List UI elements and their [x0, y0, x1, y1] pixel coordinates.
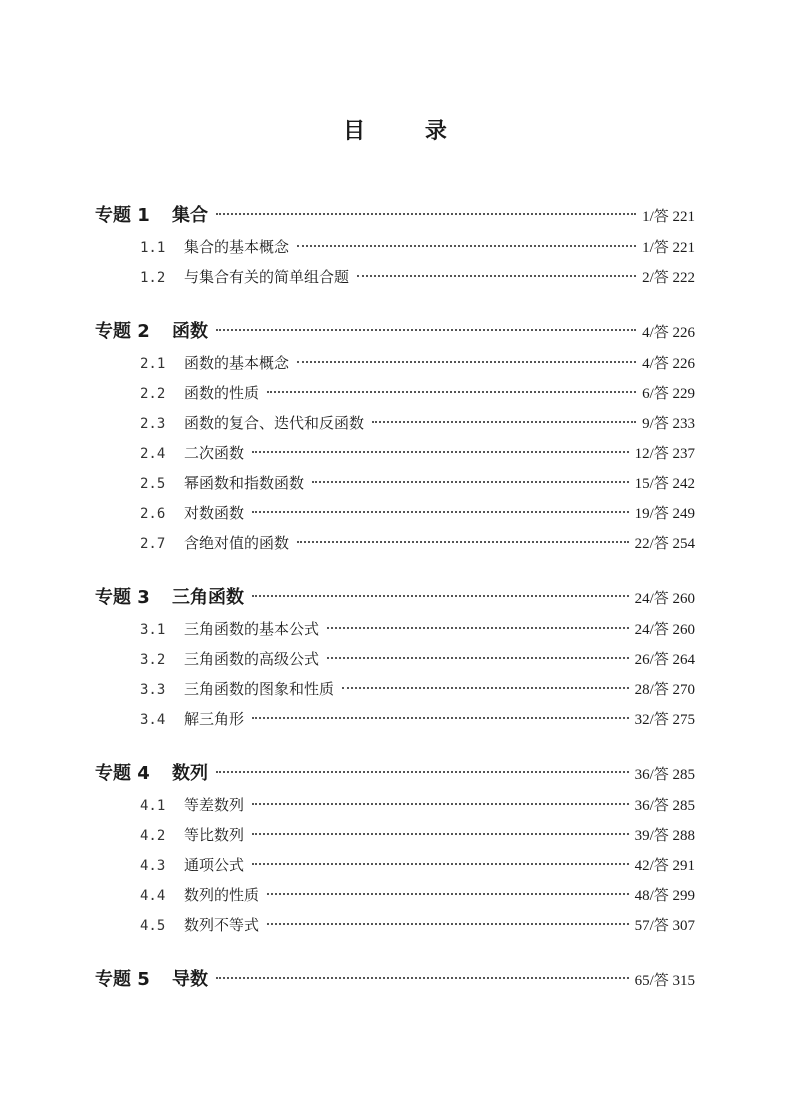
section-title: 含绝对值的函数	[184, 534, 290, 552]
page-reference: 4/答 226	[642, 356, 695, 372]
section-title: 函数的复合、迭代和反函数	[184, 414, 365, 432]
page-reference: 15/答 242	[634, 476, 695, 492]
section-title: 数列的性质	[184, 886, 260, 904]
chapter-title: 数列	[172, 763, 208, 784]
section-entry[interactable]	[95, 378, 695, 408]
dot-leader	[252, 451, 629, 453]
section-entry[interactable]	[95, 850, 695, 880]
section-entry[interactable]	[95, 704, 695, 734]
section-title: 函数的基本概念	[184, 354, 290, 372]
section-entry[interactable]	[95, 498, 695, 528]
section-title: 三角函数的高级公式	[184, 650, 320, 668]
dot-leader	[252, 833, 629, 835]
section-number: 4.2	[140, 828, 166, 844]
table-of-contents	[95, 200, 695, 996]
section-entry[interactable]	[95, 820, 695, 850]
chapter-block	[95, 316, 695, 558]
chapter-title: 函数	[172, 321, 208, 342]
dot-leader	[252, 511, 629, 513]
section-title: 等比数列	[184, 826, 245, 844]
section-entry[interactable]	[95, 468, 695, 498]
section-title: 通项公式	[184, 856, 245, 874]
section-title: 与集合有关的简单组合题	[184, 268, 350, 286]
section-number: 2.3	[140, 416, 166, 432]
chapter-entry[interactable]	[95, 316, 695, 348]
page-reference: 1/答 221	[642, 240, 695, 256]
page-reference: 65/答 315	[634, 973, 695, 989]
section-entry[interactable]	[95, 880, 695, 910]
section-number: 2.4	[140, 446, 166, 462]
chapter-entry[interactable]	[95, 582, 695, 614]
dot-leader	[267, 893, 629, 895]
page-reference: 32/答 275	[634, 712, 695, 728]
dot-leader	[297, 361, 636, 363]
section-number: 3.3	[140, 682, 166, 698]
dot-leader	[342, 687, 629, 689]
section-title: 数列不等式	[184, 916, 260, 934]
section-number: 2.7	[140, 536, 166, 552]
chapter-number: 专题 3	[95, 587, 150, 608]
chapter-number: 专题 4	[95, 763, 150, 784]
page-reference: 24/答 260	[634, 591, 695, 607]
section-number: 4.4	[140, 888, 166, 904]
section-title: 三角函数的基本公式	[184, 620, 320, 638]
page-reference: 19/答 249	[634, 506, 695, 522]
chapter-title: 集合	[172, 205, 208, 226]
page-reference: 24/答 260	[634, 622, 695, 638]
section-entry[interactable]	[95, 408, 695, 438]
page-reference: 48/答 299	[634, 888, 695, 904]
section-number: 1.2	[140, 270, 166, 286]
section-entry[interactable]	[95, 644, 695, 674]
dot-leader	[297, 541, 629, 543]
section-title: 对数函数	[184, 504, 245, 522]
page-reference: 39/答 288	[634, 828, 695, 844]
chapter-block	[95, 582, 695, 734]
section-entry[interactable]	[95, 674, 695, 704]
dot-leader	[216, 213, 636, 215]
dot-leader	[252, 803, 629, 805]
page-reference: 42/答 291	[634, 858, 695, 874]
page-reference: 1/答 221	[642, 209, 695, 225]
dot-leader	[372, 421, 636, 423]
page-reference: 4/答 226	[642, 325, 695, 341]
section-entry[interactable]	[95, 910, 695, 940]
chapter-title: 三角函数	[172, 587, 244, 608]
dot-leader	[252, 863, 629, 865]
section-entry[interactable]	[95, 614, 695, 644]
page-reference: 6/答 229	[642, 386, 695, 402]
chapter-entry[interactable]	[95, 964, 695, 996]
section-entry[interactable]	[95, 262, 695, 292]
section-number: 3.1	[140, 622, 166, 638]
chapter-title: 导数	[172, 969, 208, 990]
section-number: 3.4	[140, 712, 166, 728]
section-number: 2.1	[140, 356, 166, 372]
section-number: 2.2	[140, 386, 166, 402]
dot-leader	[252, 595, 629, 597]
section-title: 二次函数	[184, 444, 245, 462]
page-title: 目 录	[343, 119, 473, 144]
page-reference: 26/答 264	[634, 652, 695, 668]
dot-leader	[327, 627, 629, 629]
chapter-number: 专题 1	[95, 205, 150, 226]
page-reference: 57/答 307	[634, 918, 695, 934]
page-reference: 12/答 237	[634, 446, 695, 462]
dot-leader	[297, 245, 636, 247]
section-title: 三角函数的图象和性质	[184, 680, 335, 698]
section-title: 解三角形	[184, 710, 245, 728]
section-title: 函数的性质	[184, 384, 260, 402]
section-number: 4.3	[140, 858, 166, 874]
section-number: 3.2	[140, 652, 166, 668]
chapter-block	[95, 964, 695, 996]
page-reference: 36/答 285	[634, 798, 695, 814]
chapter-block	[95, 200, 695, 292]
chapter-entry[interactable]	[95, 200, 695, 232]
dot-leader	[216, 329, 636, 331]
dot-leader	[252, 717, 629, 719]
chapter-entry[interactable]	[95, 758, 695, 790]
section-entry[interactable]	[95, 790, 695, 820]
section-number: 1.1	[140, 240, 166, 256]
section-entry[interactable]	[95, 438, 695, 468]
section-number: 4.1	[140, 798, 166, 814]
section-entry[interactable]	[95, 348, 695, 378]
chapter-number: 专题 5	[95, 969, 150, 990]
section-entry[interactable]	[95, 232, 695, 262]
page-reference: 28/答 270	[634, 682, 695, 698]
page-reference: 22/答 254	[634, 536, 695, 552]
dot-leader	[357, 275, 636, 277]
page-reference: 2/答 222	[642, 270, 695, 286]
section-number: 2.6	[140, 506, 166, 522]
page-reference: 9/答 233	[642, 416, 695, 432]
section-number: 4.5	[140, 918, 166, 934]
dot-leader	[216, 977, 629, 979]
section-title: 集合的基本概念	[184, 238, 290, 256]
dot-leader	[312, 481, 629, 483]
section-title: 幂函数和指数函数	[184, 474, 305, 492]
dot-leader	[216, 771, 629, 773]
dot-leader	[267, 923, 629, 925]
chapter-number: 专题 2	[95, 321, 150, 342]
chapter-block	[95, 758, 695, 940]
section-title: 等差数列	[184, 796, 245, 814]
dot-leader	[327, 657, 629, 659]
dot-leader	[267, 391, 636, 393]
page-reference: 36/答 285	[634, 767, 695, 783]
section-number: 2.5	[140, 476, 166, 492]
section-entry[interactable]	[95, 528, 695, 558]
